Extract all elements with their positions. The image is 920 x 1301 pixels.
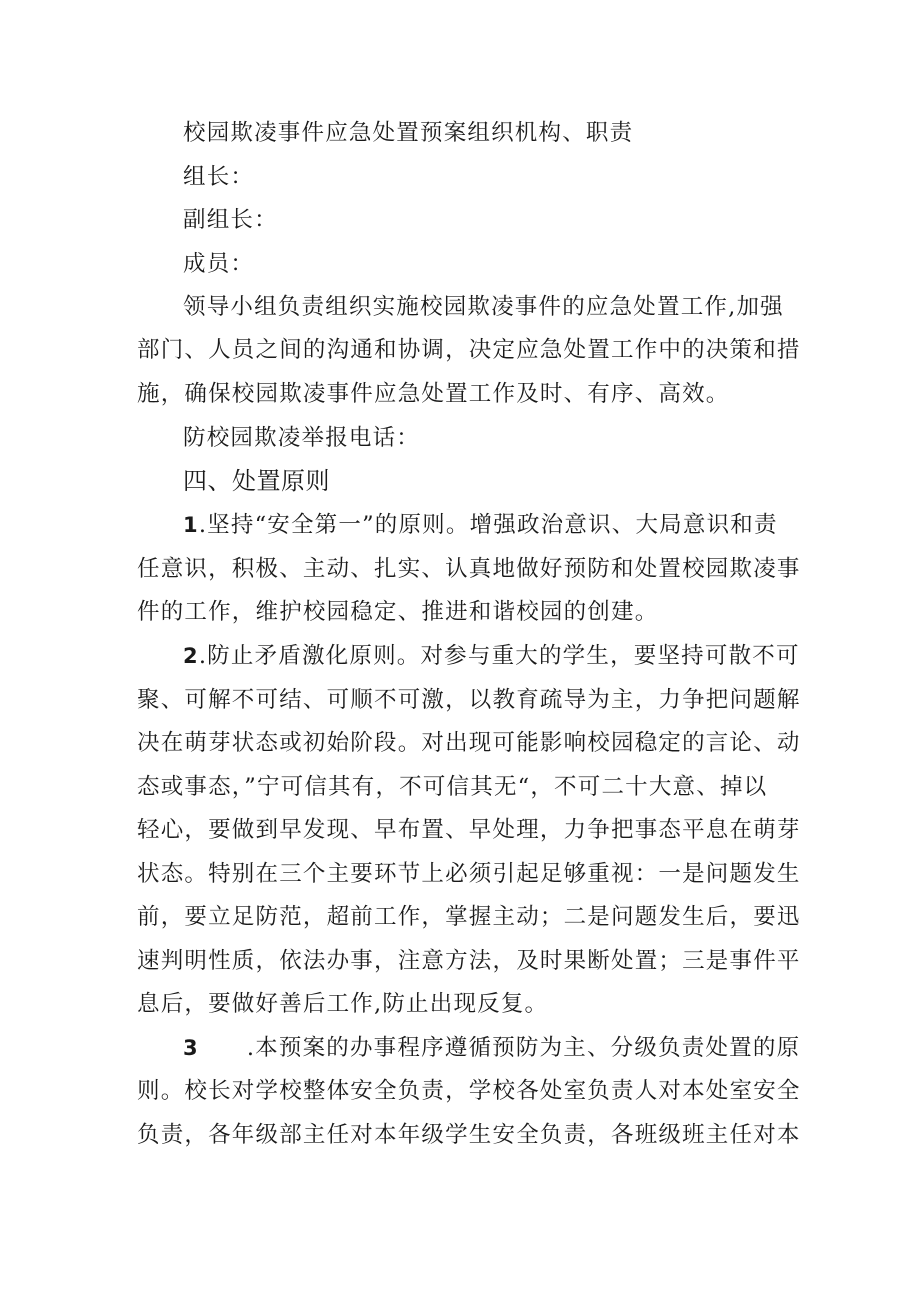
paragraph-line: 状态。特别在三个主要环节上必须引起足够重视：一是问题发生: [137, 861, 801, 887]
section-title: 校园欺凌事件应急处置预案组织机构、职责: [183, 120, 634, 146]
paragraph-line: 速判明性质，依法办事，注意方法，及时果断处置；三是事件平: [137, 948, 801, 974]
paragraph-line: 态或事态，”宁可信其有，不可信其无“，不可二十大意、掉以: [137, 774, 768, 800]
leader-label: 组长：: [183, 164, 255, 190]
item-number: 3: [183, 1036, 199, 1060]
item-separator: .: [198, 512, 208, 538]
paragraph-line: 决在萌芽状态或初始阶段。对出现可能影响校园稳定的言论、动: [137, 730, 801, 756]
paragraph-line: 则。校长对学校整体安全负责，学校各处室负责人对本处室安全: [137, 1078, 801, 1104]
list-item: 1.坚持“安全第一”的原则。增强政治意识、大局意识和责: [183, 512, 778, 538]
paragraph-line: 任意识，积极、主动、扎实、认真地做好预防和处置校园欺凌事: [137, 556, 801, 582]
paragraph-line: 件的工作，维护校园稳定、推进和谐校园的创建。: [137, 599, 659, 625]
item-number: 2: [183, 644, 199, 668]
members-label: 成员：: [183, 251, 255, 277]
hotline-label: 防校园欺凌举报电话：: [183, 425, 421, 451]
deputy-leader-label: 副组长：: [183, 207, 278, 233]
section-heading: 四、处置原则: [183, 467, 330, 495]
paragraph-line: 轻心，要做到早发现、早布置、早处理，力争把事态平息在萌芽: [137, 817, 801, 843]
paragraph-line: 负责，各年级部主任对本年级学生安全负责，各班级班主任对本: [137, 1122, 801, 1148]
paragraph-line: 前，要立足防范，超前工作，掌握主动；二是问题发生后，要迅: [137, 904, 801, 930]
item-number: 1: [183, 513, 199, 537]
paragraph-line: 领导小组负责组织实施校园欺凌事件的应急处置工作,加强: [183, 294, 784, 320]
list-item: 2.防止矛盾激化原则。对参与重大的学生，要坚持可散不可: [183, 643, 800, 669]
paragraph-line: 施，确保校园欺凌事件应急处置工作及时、有序、高效。: [137, 381, 730, 407]
list-item: 3 .本预案的办事程序遵循预防为主、分级负责处置的原: [183, 1035, 801, 1061]
paragraph-line: 部门、人员之间的沟通和协调，决定应急处置工作中的决策和措: [137, 337, 801, 363]
paragraph-line: 息后，要做好善后工作,防止出现反复。: [137, 991, 549, 1017]
paragraph-line: 聚、可解不可结、可顺不可激，以教育疏导为主，力争把问题解: [137, 687, 801, 713]
item-separator: .: [246, 1035, 256, 1061]
item-separator: .: [198, 643, 208, 669]
